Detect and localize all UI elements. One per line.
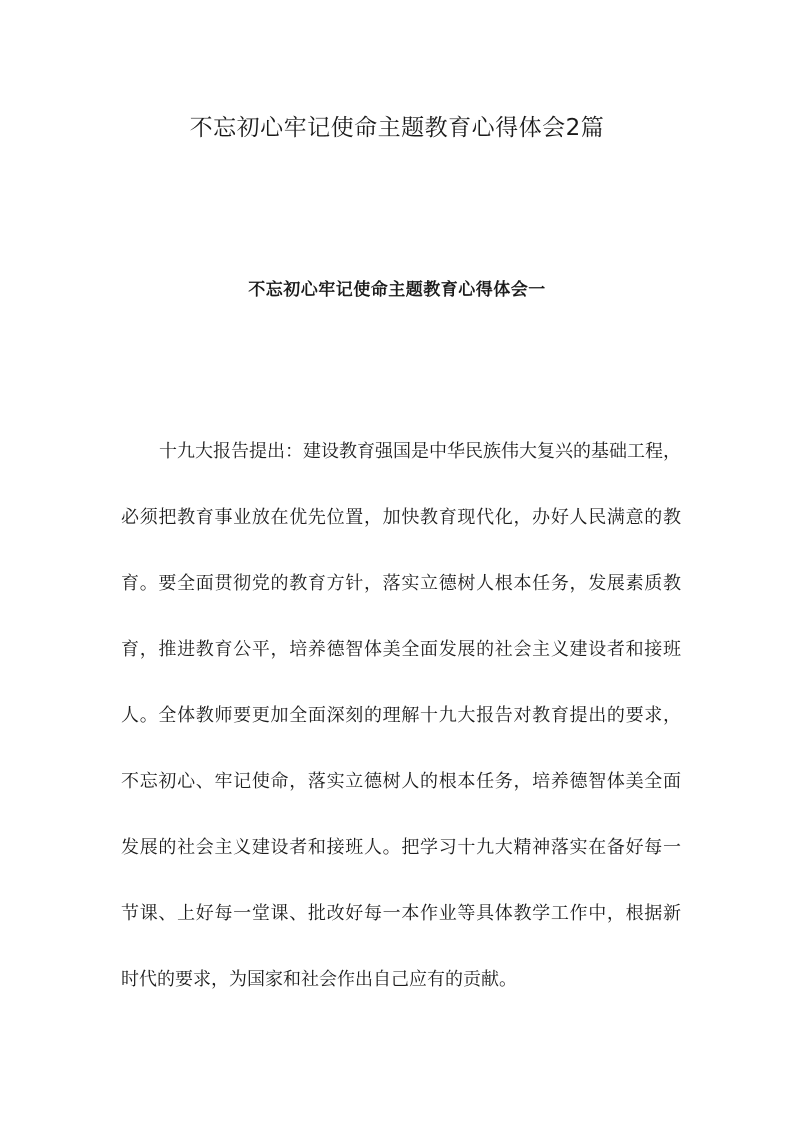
paragraph-line: 发展的社会主义建设者和接班人。把学习十九大精神落实在备好每一	[121, 837, 681, 858]
paragraph-line: 节课、上好每一堂课、批改好每一本作业等具体教学工作中，根据新	[121, 903, 681, 924]
paragraph-line: 必须把教育事业放在优先位置，加快教育现代化，办好人民满意的教	[121, 507, 681, 528]
paragraph-line: 人。全体教师要更加全面深刻的理解十九大报告对教育提出的要求，	[121, 705, 681, 726]
paragraph-line: 不忘初心、牢记使命，落实立德树人的根本任务，培养德智体美全面	[121, 771, 681, 792]
paragraph-line: 十九大报告提出：建设教育强国是中华民族伟大复兴的基础工程，	[159, 441, 681, 462]
paragraph-line: 育，推进教育公平，培养德智体美全面发展的社会主义建设者和接班	[121, 639, 681, 660]
section-heading: 不忘初心牢记使命主题教育心得体会一	[248, 280, 546, 300]
paragraph-line: 育。要全面贯彻党的教育方针，落实立德树人根本任务，发展素质教	[121, 573, 681, 594]
body-paragraph	[121, 438, 681, 1032]
document-title: 不忘初心牢记使命主题教育心得体会2篇	[189, 115, 605, 141]
paragraph-line: 时代的要求，为国家和社会作出自己应有的贡献。	[121, 969, 517, 990]
